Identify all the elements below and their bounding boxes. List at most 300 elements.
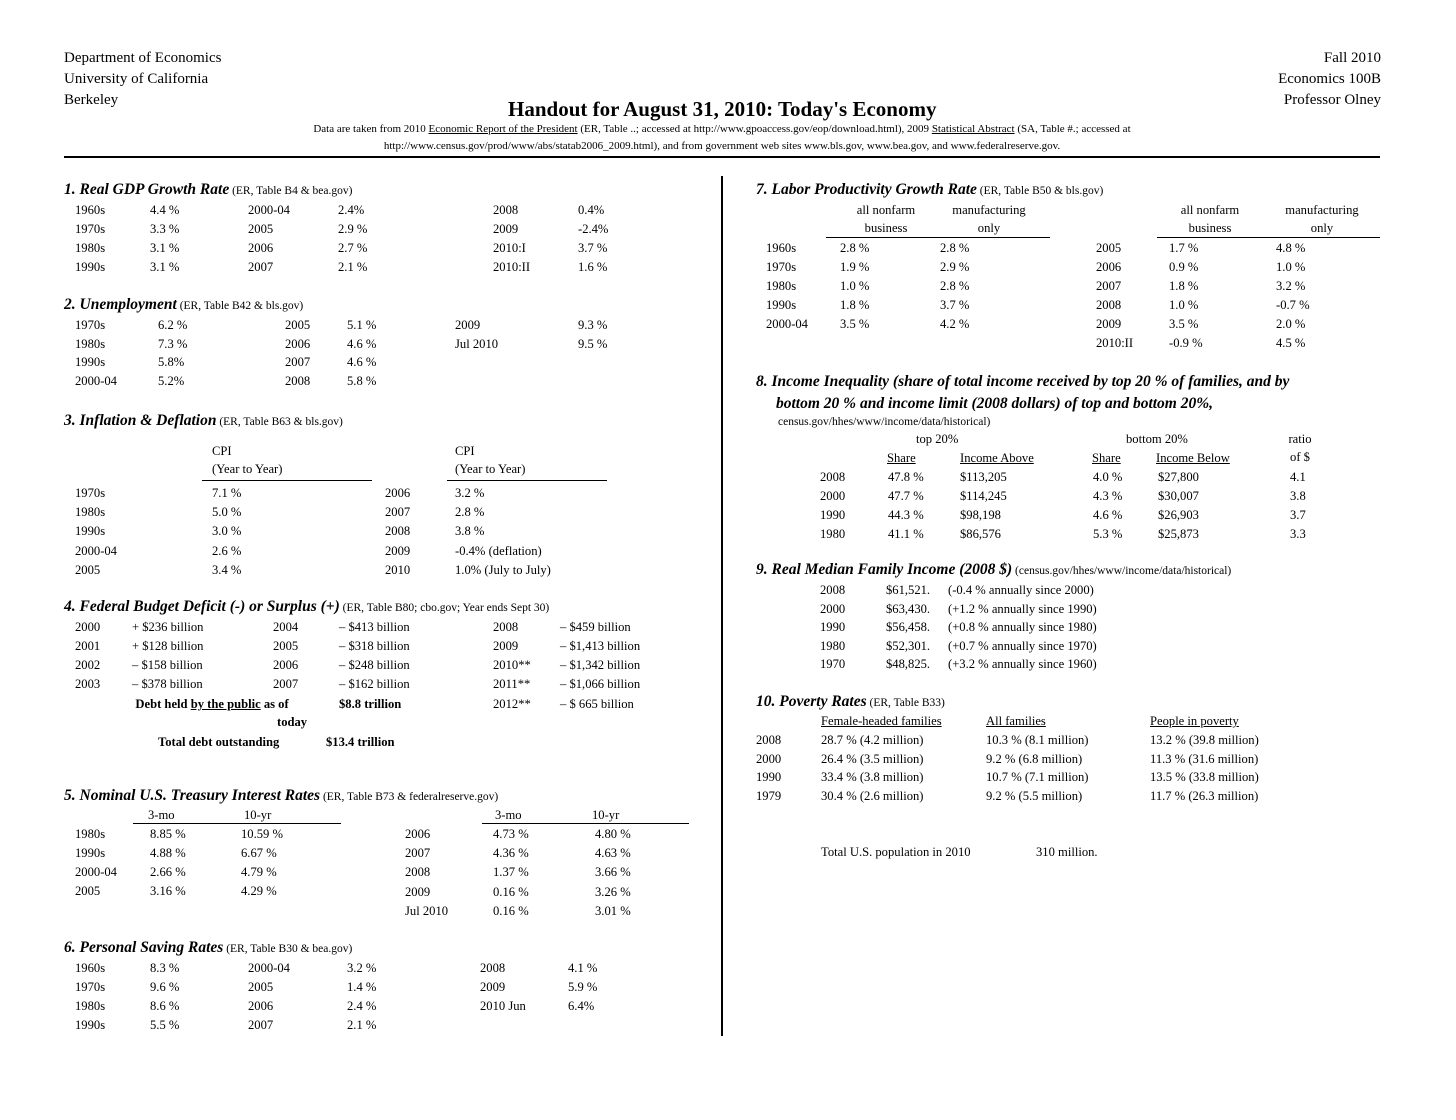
- s6-table-cell: 2008: [480, 961, 506, 975]
- s4-title: 4. Federal Budget Deficit (-) or Surplus (+): [64, 598, 340, 615]
- s10-table-cell: 13.5 % (33.8 million): [1150, 770, 1259, 785]
- s10-table-cell: 10.7 % (7.1 million): [986, 770, 1089, 785]
- city-line: Berkeley: [64, 92, 119, 108]
- s7-hdr-mfg-b-2: only: [1310, 221, 1334, 235]
- s10-hdr-all: All families: [986, 714, 1046, 728]
- s7-hdr-nonfarm-b-1: all nonfarm: [1180, 203, 1240, 217]
- s8-table-cell: 41.1 %: [888, 527, 924, 541]
- s4-table-cell: – $1,066 billion: [560, 677, 641, 691]
- s6-table-cell: 2009: [480, 980, 506, 994]
- s8-table-cell: 3.3: [1290, 527, 1306, 541]
- s7-hdr-nonfarm-a-2: business: [864, 221, 908, 235]
- s1-table-cell: 1970s: [75, 222, 106, 236]
- s5-hdr-10yr-a: 10-yr: [244, 808, 272, 822]
- s7-right-table-cell: 4.5 %: [1276, 336, 1306, 350]
- s3-table-cell: 2006: [385, 486, 411, 500]
- s1-table-cell: 2006: [248, 241, 274, 255]
- s7-heading: [756, 181, 1103, 199]
- s5-left-table-cell: 4.29 %: [241, 884, 277, 898]
- s4-table-cell: – $318 billion: [339, 639, 410, 653]
- s7-hdr-mfg-a-1: manufacturing: [952, 203, 1026, 217]
- s3-table-cell: 3.8 %: [455, 524, 485, 539]
- s5-hdr-3mo-b: 3-mo: [495, 808, 522, 822]
- s9-table-cell: (+0.8 % annually since 1980): [948, 620, 1097, 635]
- s1-table-cell: 1990s: [75, 260, 106, 274]
- source-title-sa: Statistical Abstract: [931, 123, 1015, 135]
- s7-hdr-mfg-a-2: only: [977, 221, 1001, 235]
- s10-note: (ER, Table B33): [866, 697, 945, 709]
- s2-table-cell: 1970s: [75, 318, 106, 332]
- s1-table-cell: 2.4%: [338, 203, 365, 217]
- s6-heading: [64, 939, 352, 957]
- s6-table-cell: 8.6 %: [150, 999, 180, 1013]
- s9-table-cell: (+3.2 % annually since 1960): [948, 657, 1097, 672]
- s2-table-cell: 5.2%: [158, 374, 185, 389]
- s6-table-cell: 2.1 %: [347, 1018, 377, 1032]
- s6-table-cell: 2.4 %: [347, 999, 377, 1013]
- s1-note: (ER, Table B4 & bea.gov): [229, 185, 353, 197]
- s5-right-table-cell: 2008: [405, 865, 431, 880]
- s1-table-cell: 2009: [493, 222, 519, 236]
- s7-left-table-cell: 1990s: [766, 298, 797, 312]
- s4-table-cell: 2007: [273, 677, 299, 691]
- s5-rule-a: [133, 823, 341, 824]
- population-label: Total U.S. population in 2010: [821, 845, 971, 859]
- s3-table-cell: 2008: [385, 524, 411, 539]
- course-line: Economics 100B: [1278, 71, 1381, 87]
- s8-top-label: top 20%: [916, 432, 959, 446]
- s2-table-cell: 4.6 %: [347, 355, 377, 370]
- s5-left-table-cell: 1990s: [75, 846, 106, 860]
- s8-hdr-top-share: Share: [887, 451, 916, 465]
- s5-left-table-cell: 4.88 %: [150, 846, 186, 860]
- s9-table-cell: $63,430.: [886, 601, 931, 616]
- s2-table-cell: 1980s: [75, 336, 106, 351]
- s3-rule-b: [447, 480, 607, 481]
- s2-table-cell: 2005: [285, 318, 311, 332]
- s4-table-cell: 2003: [75, 677, 101, 691]
- population-value: 310 million.: [1036, 845, 1098, 859]
- s1-heading: [64, 181, 352, 199]
- s5-note: (ER, Table B73 & federalreserve.gov): [320, 791, 499, 803]
- s6-table-cell: 1.4 %: [347, 980, 377, 994]
- s4-total-debt-value: $13.4 trillion: [326, 735, 395, 749]
- s4-heading: [64, 598, 549, 616]
- s7-right-table-cell: 1.0 %: [1276, 260, 1306, 274]
- s5-right-table-cell: 2007: [405, 846, 431, 861]
- s8-note: census.gov/hhes/www/income/data/historical): [778, 416, 991, 428]
- s8-table-cell: $25,873: [1158, 527, 1199, 541]
- s3-table-cell: 1970s: [75, 486, 106, 500]
- s2-table-cell: 2006: [285, 336, 311, 351]
- s4-table-cell: 2010**: [493, 658, 531, 672]
- s4-table-cell: – $1,413 billion: [560, 639, 641, 653]
- s2-table-cell: 7.3 %: [158, 336, 188, 351]
- s4-debt-public-u: by the public: [190, 697, 261, 711]
- s8-ratio-2: of $: [1290, 450, 1310, 464]
- s2-title: 2. Unemployment: [64, 296, 177, 313]
- s2-table-cell: 2008: [285, 374, 311, 389]
- s3-heading: [64, 412, 343, 430]
- s9-table-cell: (-0.4 % annually since 2000): [948, 583, 1094, 597]
- s5-right-table-cell: 2009: [405, 884, 431, 899]
- s4-debt-public-line1: [117, 695, 307, 713]
- s8-table-cell: 5.3 %: [1093, 527, 1123, 541]
- s6-table-cell: 5.5 %: [150, 1018, 180, 1032]
- s7-left-table-cell: 4.2 %: [940, 317, 970, 331]
- s4-table-cell: 2009: [493, 639, 519, 653]
- s9-table-cell: 1970: [820, 657, 846, 672]
- s5-right-table-cell: 3.26 %: [595, 884, 631, 899]
- s7-right-table-cell: 2.0 %: [1276, 317, 1306, 331]
- s4-debt-public-b: as of: [260, 697, 289, 711]
- s7-rule-b: [1157, 237, 1380, 238]
- column-divider: [721, 176, 723, 1036]
- s3-table-cell: 3.2 %: [455, 486, 485, 500]
- s5-hdr-3mo-a: 3-mo: [148, 808, 175, 822]
- s8-title-line1: 8. Income Inequality (share of total income received by top 20 % of families, and by: [756, 373, 1290, 390]
- s7-right-table-cell: -0.7 %: [1276, 298, 1310, 312]
- s6-table-cell: 3.2 %: [347, 961, 377, 975]
- s7-hdr-mfg-b-1: manufacturing: [1285, 203, 1359, 217]
- s8-table-cell: 1980: [820, 527, 846, 541]
- s7-left-table-cell: 1.9 %: [840, 260, 870, 274]
- s10-table-cell: 13.2 % (39.8 million): [1150, 733, 1259, 747]
- s4-debt-public-value: $8.8 trillion: [339, 697, 402, 711]
- s4-table-cell: 2006: [273, 658, 299, 672]
- s8-table-cell: 4.3 %: [1093, 489, 1123, 503]
- s6-table-cell: 2000-04: [248, 961, 290, 975]
- s3-table-cell: 1.0% (July to July): [455, 562, 551, 577]
- s6-table-cell: 2007: [248, 1018, 274, 1032]
- s1-table-cell: 2010:II: [493, 260, 531, 274]
- course-block: [1278, 48, 1381, 111]
- s2-table-cell: 2000-04: [75, 374, 117, 389]
- s3-table-cell: 1990s: [75, 524, 106, 539]
- s10-table-cell: 10.3 % (8.1 million): [986, 733, 1089, 747]
- s5-left-table-cell: 10.59 %: [241, 827, 283, 841]
- s9-table-cell: (+1.2 % annually since 1990): [948, 601, 1097, 616]
- s3-table-cell: 1980s: [75, 505, 106, 520]
- s1-table-cell: -2.4%: [578, 222, 609, 236]
- s2-note: (ER, Table B42 & bls.gov): [176, 300, 304, 312]
- s3-col-a-head: [212, 442, 282, 478]
- term-line: Fall 2010: [1323, 50, 1381, 66]
- source-text-a: Data are taken from 2010: [313, 123, 429, 135]
- s8-hdr-income-above: Income Above: [960, 451, 1034, 465]
- s2-table-cell: 1990s: [75, 355, 106, 370]
- s7-hdr-nonfarm-a-1: all nonfarm: [856, 203, 916, 217]
- s10-title: 10. Poverty Rates: [756, 693, 867, 710]
- s5-right-table-cell: 0.16 %: [493, 884, 529, 899]
- s4-total-debt-label: Total debt outstanding: [158, 735, 280, 749]
- s3-col-b-sub: (Year to Year): [455, 462, 526, 476]
- s1-table-cell: 3.1 %: [150, 260, 180, 274]
- s1-table-cell: 2008: [493, 203, 519, 217]
- s1-table-cell: 2.7 %: [338, 241, 368, 255]
- s8-heading: [756, 371, 1289, 415]
- s7-right-table-cell: 1.7 %: [1169, 241, 1199, 255]
- s7-left-table-cell: 2.8 %: [940, 279, 970, 293]
- s7-right-table-cell: 0.9 %: [1169, 260, 1199, 274]
- s3-table-cell: 2.8 %: [455, 505, 485, 520]
- s10-table-cell: 1979: [756, 789, 782, 804]
- s4-table-cell: – $162 billion: [339, 677, 410, 691]
- s8-table-cell: $26,903: [1158, 508, 1199, 522]
- s9-table-cell: 2008: [820, 583, 846, 597]
- s6-table-cell: 9.6 %: [150, 980, 180, 994]
- s9-table-cell: 2000: [820, 601, 846, 616]
- s6-table-cell: 1990s: [75, 1018, 106, 1032]
- s1-table-cell: 2000-04: [248, 203, 290, 217]
- s8-ratio-head: [1280, 430, 1320, 466]
- s7-right-table-cell: 2006: [1096, 260, 1122, 274]
- s8-table-cell: $114,245: [960, 489, 1007, 503]
- s1-table-cell: 0.4%: [578, 203, 605, 217]
- s9-table-cell: $48,825.: [886, 657, 931, 672]
- s1-table-cell: 1980s: [75, 241, 106, 255]
- source-note: [64, 121, 1380, 155]
- s4-table-cell: 2005: [273, 639, 299, 653]
- s10-table-cell: 30.4 % (2.6 million): [821, 789, 924, 804]
- s8-table-cell: $27,800: [1158, 470, 1199, 484]
- s10-table-cell: 26.4 % (3.5 million): [821, 751, 924, 766]
- s8-table-cell: 4.6 %: [1093, 508, 1123, 522]
- s10-table-cell: 28.7 % (4.2 million): [821, 733, 924, 747]
- s6-table-cell: 6.4%: [568, 999, 595, 1013]
- s7-right-table-cell: 2007: [1096, 279, 1122, 293]
- s5-title: 5. Nominal U.S. Treasury Interest Rates: [64, 787, 321, 804]
- source-line-2: http://www.census.gov/prod/www/abs/statab2006_2009.html), and from government web sites www.bls.gov, www.bea.gov, and www.federalreserve.gov.: [383, 140, 1061, 152]
- s6-table-cell: 4.1 %: [568, 961, 598, 975]
- s6-table-cell: 1960s: [75, 961, 106, 975]
- source-line-1: [64, 121, 1380, 138]
- s3-table-cell: 2000-04: [75, 543, 117, 558]
- s7-right-table-cell: 3.5 %: [1169, 317, 1199, 331]
- s5-right-table-cell: 4.73 %: [493, 827, 529, 841]
- s8-table-cell: $30,007: [1158, 489, 1199, 503]
- s6-table-cell: 1980s: [75, 999, 106, 1013]
- s7-hdr-nonfarm-a: [826, 201, 946, 237]
- s8-table-cell: 2000: [820, 489, 846, 503]
- s8-table-cell: $98,198: [960, 508, 1001, 522]
- s10-hdr-female: Female-headed families: [821, 714, 942, 728]
- s6-title: 6. Personal Saving Rates: [64, 939, 224, 956]
- s2-table-cell: 9.3 %: [578, 318, 608, 332]
- s5-hdr-10yr-b: 10-yr: [592, 808, 620, 822]
- s6-note: (ER, Table B30 & bea.gov): [223, 943, 353, 955]
- s6-table-cell: 2010 Jun: [480, 999, 526, 1013]
- s4-table-cell: 2000: [75, 620, 101, 634]
- s4-table-cell: – $248 billion: [339, 658, 410, 672]
- source-title-er: Economic Report of the President: [428, 123, 578, 135]
- s7-title: 7. Labor Productivity Growth Rate: [756, 181, 977, 198]
- s4-table-cell: 2011**: [493, 677, 531, 691]
- s8-table-cell: 3.7: [1290, 508, 1306, 522]
- s2-table-cell: 2009: [455, 318, 481, 332]
- s1-table-cell: 2005: [248, 222, 274, 236]
- s3-col-b-head: [455, 442, 525, 478]
- s4-table-cell: 2002: [75, 658, 101, 672]
- university-line: University of California: [64, 71, 209, 87]
- s8-table-cell: 2008: [820, 470, 846, 484]
- s7-right-table-cell: 1.8 %: [1169, 279, 1199, 293]
- s1-table-cell: 3.1 %: [150, 241, 180, 255]
- s3-rule-a: [202, 480, 372, 481]
- s9-title: 9. Real Median Family Income (2008 $): [756, 561, 1013, 578]
- s8-hdr-income-below: Income Below: [1156, 451, 1230, 465]
- s10-table-cell: 11.3 % (31.6 million): [1150, 751, 1259, 766]
- page-title: Handout for August 31, 2010: Today's Economy: [508, 97, 937, 121]
- dept-line: Department of Economics: [64, 50, 222, 66]
- s8-table-cell: 3.8: [1290, 489, 1306, 503]
- s8-table-cell: 4.1: [1290, 470, 1306, 484]
- s4-note: (ER, Table B80; cbo.gov; Year ends Sept 30): [339, 602, 550, 614]
- dept-block: [64, 48, 221, 111]
- s3-note: (ER, Table B63 & bls.gov): [216, 416, 343, 428]
- s5-left-table-cell: 2000-04: [75, 865, 117, 879]
- professor-line: Professor Olney: [1283, 92, 1381, 108]
- s4-table-cell: – $378 billion: [132, 677, 203, 691]
- s5-left-table-cell: 1980s: [75, 827, 106, 841]
- s8-hdr-bottom-share: Share: [1092, 451, 1121, 465]
- s4-debt-public-a: Debt held: [135, 697, 191, 711]
- s1-table-cell: 3.7 %: [578, 241, 608, 255]
- s5-right-table-cell: 4.36 %: [493, 846, 529, 861]
- source-text-c: (SA, Table #.; accessed at: [1014, 123, 1131, 135]
- s3-table-cell: 2.6 %: [212, 543, 242, 558]
- s4-2012-year: 2012**: [493, 697, 531, 711]
- s7-right-table-cell: 4.8 %: [1276, 241, 1306, 255]
- s7-right-table-cell: 1.0 %: [1169, 298, 1199, 312]
- s9-table-cell: 1980: [820, 638, 846, 653]
- s7-hdr-nonfarm-b: [1150, 201, 1270, 237]
- s6-table-cell: 1970s: [75, 980, 106, 994]
- s8-table-cell: 1990: [820, 508, 846, 522]
- s3-table-cell: 2007: [385, 505, 411, 520]
- s1-table-cell: 4.4 %: [150, 203, 180, 217]
- s10-table-cell: 1990: [756, 770, 782, 785]
- s2-table-cell: 9.5 %: [578, 336, 608, 351]
- s8-table-cell: 4.0 %: [1093, 470, 1123, 484]
- s2-table-cell: 4.6 %: [347, 336, 377, 351]
- s8-table-cell: $86,576: [960, 527, 1001, 541]
- s5-left-table-cell: 3.16 %: [150, 884, 186, 898]
- s3-table-cell: 2009: [385, 543, 411, 558]
- s3-table-cell: 7.1 %: [212, 486, 242, 500]
- s7-left-table-cell: 1960s: [766, 241, 797, 255]
- s10-table-cell: 2000: [756, 751, 782, 766]
- s5-right-table-cell: 3.66 %: [595, 865, 631, 880]
- s1-table-cell: 1960s: [75, 203, 106, 217]
- s2-table-cell: 6.2 %: [158, 318, 188, 332]
- s5-right-table-cell: 1.37 %: [493, 865, 529, 880]
- s3-table-cell: 5.0 %: [212, 505, 242, 520]
- s7-left-table-cell: 1.8 %: [840, 298, 870, 312]
- s1-table-cell: 2.1 %: [338, 260, 368, 274]
- s3-table-cell: 3.0 %: [212, 524, 242, 539]
- s5-left-table-cell: 2005: [75, 884, 101, 898]
- s1-table-cell: 1.6 %: [578, 260, 608, 274]
- s3-col-a-label: CPI: [212, 444, 232, 458]
- s5-left-table-cell: 4.79 %: [241, 865, 277, 879]
- s6-table-cell: 2006: [248, 999, 274, 1013]
- s4-debt-public-line2: today: [277, 715, 308, 729]
- s10-table-cell: 9.2 % (6.8 million): [986, 751, 1083, 766]
- s7-right-table-cell: 2008: [1096, 298, 1122, 312]
- s8-bottom-label: bottom 20%: [1126, 432, 1188, 446]
- s3-table-cell: -0.4% (deflation): [455, 543, 542, 558]
- s6-table-cell: 2005: [248, 980, 274, 994]
- s5-right-table-cell: 4.80 %: [595, 827, 631, 841]
- s4-table-cell: – $1,342 billion: [560, 658, 641, 672]
- s8-title-line2: bottom 20 % and income limit (2008 dollars) of top and bottom 20%,: [776, 395, 1214, 412]
- s1-title: 1. Real GDP Growth Rate: [64, 181, 230, 198]
- s1-table-cell: 3.3 %: [150, 222, 180, 236]
- s5-left-table-cell: 6.67 %: [241, 846, 277, 860]
- s9-table-cell: $52,301.: [886, 638, 931, 653]
- s2-table-cell: 2007: [285, 355, 311, 370]
- s7-left-table-cell: 3.7 %: [940, 298, 970, 312]
- s10-hdr-people: People in poverty: [1150, 714, 1239, 728]
- s5-rule-b: [482, 823, 689, 824]
- s7-hdr-mfg-b: [1262, 201, 1382, 237]
- s3-table-cell: 2010: [385, 562, 411, 577]
- s1-table-cell: 2.9 %: [338, 222, 368, 236]
- s7-hdr-mfg-a: [930, 201, 1048, 237]
- s7-left-table-cell: 2.8 %: [940, 241, 970, 255]
- s7-right-table-cell: 2005: [1096, 241, 1122, 255]
- s7-left-table-cell: 2.8 %: [840, 241, 870, 255]
- s7-note: (ER, Table B50 & bls.gov): [976, 185, 1104, 197]
- s8-table-cell: 44.3 %: [888, 508, 924, 522]
- s9-note: (census.gov/hhes/www/income/data/historical): [1012, 565, 1232, 577]
- s6-table-cell: 8.3 %: [150, 961, 180, 975]
- s7-left-table-cell: 3.5 %: [840, 317, 870, 331]
- s5-right-table-cell: 2006: [405, 827, 431, 841]
- s3-table-cell: 3.4 %: [212, 562, 242, 577]
- s10-table-cell: 2008: [756, 733, 782, 747]
- s10-table-cell: 33.4 % (3.8 million): [821, 770, 924, 785]
- s4-table-cell: – $459 billion: [560, 620, 631, 634]
- s3-title: 3. Inflation & Deflation: [64, 412, 217, 429]
- s4-table-cell: – $158 billion: [132, 658, 203, 672]
- s4-debt-public-label: [117, 695, 307, 731]
- s7-right-table-cell: 3.2 %: [1276, 279, 1306, 293]
- s1-table-cell: 2007: [248, 260, 274, 274]
- s3-col-a-sub: (Year to Year): [212, 462, 283, 476]
- header-rule: [64, 156, 1380, 158]
- s7-left-table-cell: 1970s: [766, 260, 797, 274]
- s7-hdr-nonfarm-b-2: business: [1188, 221, 1232, 235]
- s10-table-cell: 9.2 % (5.5 million): [986, 789, 1083, 804]
- s10-table-cell: 11.7 % (26.3 million): [1150, 789, 1259, 804]
- s8-table-cell: 47.8 %: [888, 470, 924, 484]
- s5-left-table-cell: 2.66 %: [150, 865, 186, 879]
- s1-table-cell: 2010:I: [493, 241, 526, 255]
- s4-table-cell: + $128 billion: [132, 639, 204, 653]
- s4-table-cell: + $236 billion: [132, 620, 204, 634]
- s4-table-cell: 2004: [273, 620, 299, 634]
- s7-right-table-cell: -0.9 %: [1169, 336, 1203, 350]
- s2-table-cell: 5.8%: [158, 355, 185, 370]
- s8-table-cell: $113,205: [960, 470, 1007, 484]
- s2-table-cell: 5.1 %: [347, 318, 377, 332]
- s4-table-cell: 2008: [493, 620, 519, 634]
- s3-col-b-label: CPI: [455, 444, 475, 458]
- s8-table-cell: 47.7 %: [888, 489, 924, 503]
- s4-table-cell: 2001: [75, 639, 101, 653]
